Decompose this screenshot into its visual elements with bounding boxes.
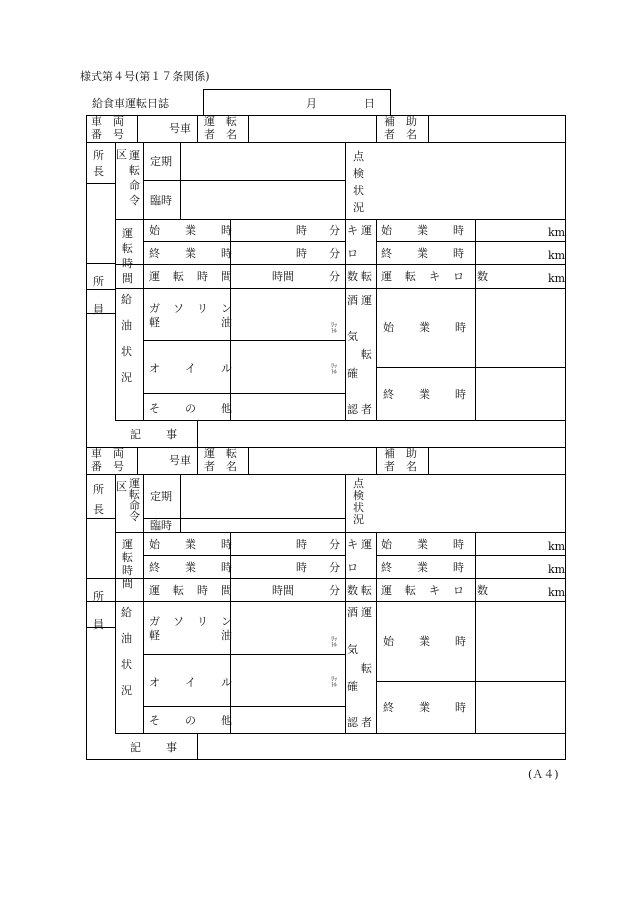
kaku-label-2: 確 (347, 680, 358, 693)
driving-time-label: 運 転 時 間 (149, 270, 233, 283)
keiyu-label-2: 軽 油 (149, 629, 233, 642)
driving-km-label: 運 転 キ ロ 数 (381, 270, 489, 283)
tenken-field[interactable] (377, 143, 565, 219)
unten2-label: 運 (361, 294, 372, 307)
month-label: 月 (306, 97, 317, 110)
odo-end-km-2: km (548, 563, 566, 576)
rinji-label: 臨時 (150, 194, 172, 207)
teiki-label: 定期 (150, 155, 172, 168)
saki-label-2: 酒 (347, 606, 358, 619)
rinji-field-2[interactable] (181, 519, 345, 532)
liter-unit-2: ﾘｯ ﾄﾙ (331, 363, 338, 376)
odo-start-km: km (548, 226, 566, 239)
unten-jikan-vertical-2: 運 転 時 間 (122, 538, 133, 590)
odo-start-label-2: 始 業 時 (381, 538, 465, 551)
odo-start-km-2: km (548, 540, 566, 553)
ki2-label: 気 (347, 330, 358, 343)
saki-label: 酒 (347, 294, 358, 307)
kubun-label-2: 区 (116, 480, 127, 493)
kiji-label-2: 記 事 (130, 741, 178, 754)
end-hour-label-2: 時 (296, 561, 307, 574)
keiyu-label: 軽 油 (149, 316, 233, 329)
day-label: 日 (364, 97, 375, 110)
form-number: 様式第４号(第１７条関係) (80, 70, 210, 83)
driver-label: 運 転 者 名 (204, 115, 237, 141)
driving-hours-label: 時間 (272, 270, 294, 283)
unten2-label-2: 運 (361, 606, 372, 619)
tenken-jokyo-label: 点 検 状 況 (353, 150, 364, 214)
car-number-label-2: 車 両 番 号 (91, 447, 124, 473)
paper-size-label: (Ａ４) (528, 768, 559, 781)
shochou-label: 所 長 (93, 149, 104, 178)
sha-label: 者 (361, 403, 372, 416)
end-minute-label-2: 分 (329, 561, 340, 574)
ten2-label-2: 転 (361, 662, 372, 675)
end-time-label-2: 終 業 時 (149, 561, 233, 574)
rinji-field[interactable] (181, 181, 345, 219)
shoin-label-2: 所 員 (93, 590, 104, 631)
ten-label: 転 (361, 270, 372, 283)
gasoline-label-2: ガ ソ リ ン (149, 615, 233, 628)
ki-label: キ (347, 224, 358, 237)
driver-field[interactable] (249, 116, 376, 142)
tenken-field-2[interactable] (377, 475, 565, 532)
ten-label-2: 転 (361, 584, 372, 597)
car-number-label: 車 両 番 号 (91, 115, 124, 141)
start-time-label-2: 始 業 時 (149, 538, 233, 551)
unten-label-2: 運 (361, 538, 372, 551)
odo-end-label: 終 業 時 (381, 247, 465, 260)
assistant-label: 補 助 者 名 (384, 115, 417, 141)
driving-km-unit: km (548, 272, 566, 285)
shoin-label: 所 員 (93, 275, 104, 316)
gasoline-label: ガ ソ リ ン (149, 302, 233, 315)
unten-meirei-label-2: 運 転 命 令 (129, 477, 140, 523)
start-hour-label: 時 (296, 224, 307, 237)
sha-label-2: 者 (361, 716, 372, 729)
sonota-label-2: そ の 他 (149, 714, 233, 727)
end-time-label: 終 業 時 (149, 247, 233, 260)
kiji-field[interactable] (198, 421, 565, 447)
suu-label: 数 (347, 270, 358, 283)
form-title: 給食車運転日誌 (92, 97, 169, 110)
shochou-label-2: 所 長 (93, 483, 104, 516)
go-sha-label-2: 号車 (169, 454, 191, 467)
kaku-label: 確 (347, 367, 358, 380)
unten-jikan-vertical: 運 転 時 間 (122, 227, 133, 285)
kiji-field-2[interactable] (198, 734, 565, 759)
ro-label: ロ (347, 247, 358, 260)
oil-label: オ イ ル (149, 362, 233, 375)
driving-km-label-2: 運 転 キ ロ 数 (381, 584, 489, 597)
liter-unit-1: ﾘｯ ﾄﾙ (331, 322, 338, 335)
end-hour-label: 時 (296, 247, 307, 260)
nin-label-2: 認 (347, 716, 358, 729)
start-minute-label-2: 分 (329, 538, 340, 551)
sonota-label: そ の 他 (149, 402, 233, 415)
kyuyu-label: 給 油 状 況 (121, 293, 132, 384)
ki-label-2: キ (347, 538, 358, 551)
teiki-label-2: 定期 (150, 490, 172, 503)
confirm-start-label: 始 業 時 (383, 321, 467, 334)
driving-km-unit-2: km (548, 586, 566, 599)
odo-end-label-2: 終 業 時 (381, 561, 465, 574)
assistant-field-2[interactable] (429, 448, 565, 474)
driver-field-2[interactable] (249, 448, 376, 474)
confirm-start-label-2: 始 業 時 (383, 635, 467, 648)
confirm-end-label-2: 終 業 時 (383, 701, 467, 714)
ten2-label: 転 (361, 348, 372, 361)
kubun-label: 区 (116, 148, 127, 161)
liter-unit-3: ﾘｯ ﾄﾙ (331, 636, 338, 649)
rinji-label-2: 臨時 (150, 519, 172, 532)
tenken-jokyo-label-2: 点 検 状 況 (353, 477, 364, 526)
odo-start-label: 始 業 時 (381, 224, 465, 237)
ki2-label-2: 気 (347, 643, 358, 656)
liter-unit-4: ﾘｯ ﾄﾙ (331, 676, 338, 689)
oil-label-2: オ イ ル (149, 676, 233, 689)
teiki-field[interactable] (181, 143, 345, 180)
unten-meirei-label: 運 転 命 令 (129, 149, 140, 207)
assistant-label-2: 補 助 者 名 (384, 447, 417, 473)
start-time-label: 始 業 時 (149, 224, 233, 237)
suu-label-2: 数 (347, 584, 358, 597)
teiki-field-2[interactable] (181, 475, 345, 518)
start-minute-label: 分 (329, 224, 340, 237)
driving-minutes-label-2: 分 (329, 584, 340, 597)
driving-minutes-label: 分 (329, 270, 340, 283)
kiji-label: 記 事 (130, 428, 178, 441)
ro-label-2: ロ (347, 561, 358, 574)
go-sha-label: 号車 (169, 122, 191, 135)
odo-end-km: km (548, 249, 566, 262)
end-minute-label: 分 (329, 247, 340, 260)
unten-label: 運 (361, 224, 372, 237)
driving-time-label-2: 運 転 時 間 (149, 584, 233, 597)
kyuyu-label-2: 給 油 状 況 (121, 606, 132, 697)
driving-hours-label-2: 時間 (272, 584, 294, 597)
driver-label-2: 運 転 者 名 (204, 447, 237, 473)
nin-label: 認 (347, 403, 358, 416)
assistant-field[interactable] (429, 116, 565, 142)
confirm-end-label: 終 業 時 (383, 388, 467, 401)
start-hour-label-2: 時 (296, 538, 307, 551)
